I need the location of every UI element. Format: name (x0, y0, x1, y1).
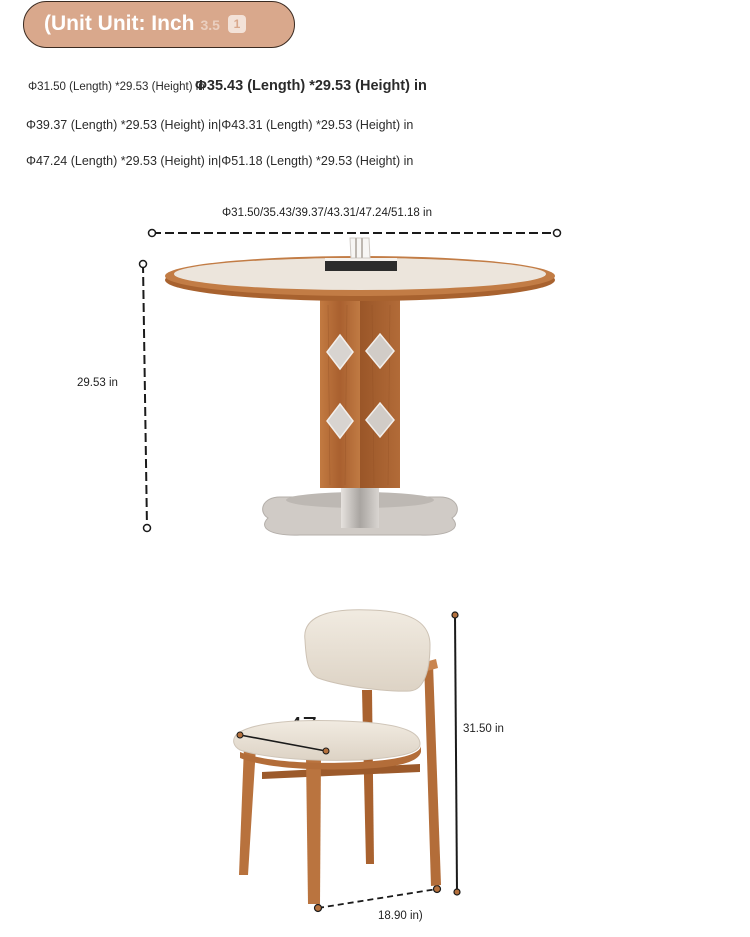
spec-line-2: Φ39.37 (Length) *29.53 (Height) in|Φ43.31 (Length) *29.53 (Height) in (26, 118, 414, 132)
table-decor (325, 238, 397, 271)
chair-height-label: 31.50 in (463, 723, 504, 735)
chair-backrest (305, 610, 430, 691)
chair-seat-cushion (234, 721, 420, 761)
dining-table (165, 238, 555, 535)
table-diameter-label: Φ31.50/35.43/39.37/43.31/47.24/51.18 in (222, 207, 432, 219)
unit-badge-title: (Unit Unit: Inch (44, 12, 195, 35)
chair-depth-dimension (315, 886, 441, 912)
spec-line-1b: Φ35.43 (Length) *29.53 (Height) in (195, 78, 427, 94)
chair-height-dimension (452, 612, 460, 895)
unit-badge-number: 1 (228, 15, 246, 33)
chair-depth-label: 18.90 in) (378, 910, 423, 922)
unit-badge-ghost-text: 3.5 (200, 17, 220, 33)
table-height-label: 29.53 in (77, 377, 118, 389)
spec-line-3: Φ47.24 (Length) *29.53 (Height) in|Φ51.18 (Length) *29.53 (Height) in (26, 154, 414, 168)
spec-line-1a: Φ31.50 (Length) *29.53 (Height) in (28, 81, 205, 93)
pedestal-left-face (320, 300, 360, 488)
chair-front-leg-left (239, 746, 256, 875)
table-steel-column (341, 486, 379, 528)
chair-front-leg-right (306, 756, 321, 904)
chair-back-leg-left (362, 690, 374, 864)
chair-back-leg-right (424, 660, 441, 886)
pedestal-right-face (360, 300, 400, 488)
table-diameter-dimension (149, 230, 561, 237)
dining-chair (234, 610, 441, 904)
table-height-dimension (140, 261, 151, 532)
